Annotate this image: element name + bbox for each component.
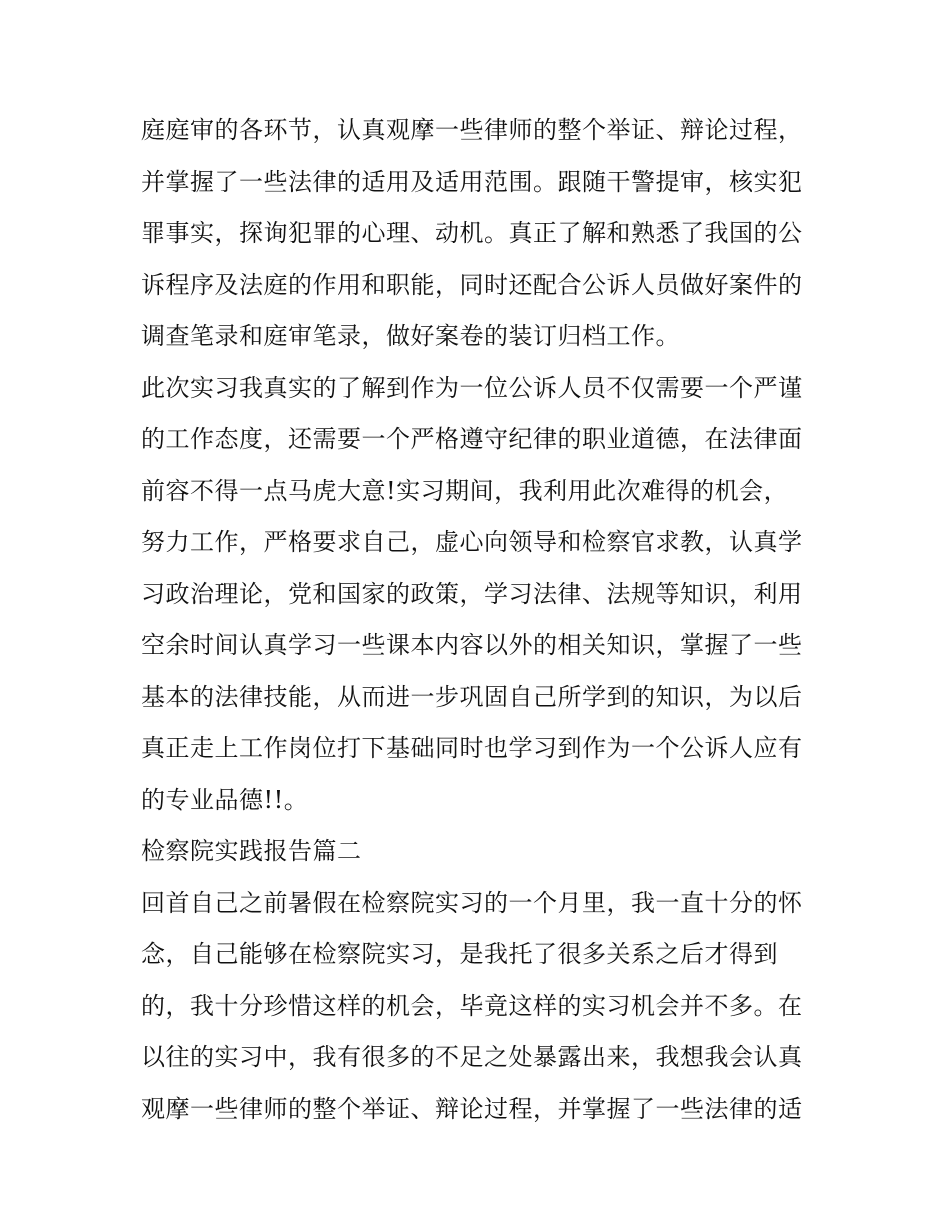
text-line: 诉程序及法庭的作用和职能，同时还配合公诉人员做好案件的 [141, 270, 803, 299]
text-line: 习政治理论，党和国家的政策，学习法律、法规等知识，利用 [141, 579, 803, 608]
text-line: 真正走上工作岗位打下基础同时也学习到作为一个公诉人应有 [141, 734, 803, 762]
text-line: 基本的法律技能，从而进一步巩固自己所学到的知识，为以后 [141, 682, 803, 711]
section-heading: 检察院实践报告篇二 [141, 837, 362, 865]
text-line: 的，我十分珍惜这样的机会，毕竟这样的实习机会并不多。在 [141, 991, 803, 1020]
text-line: 空余时间认真学习一些课本内容以外的相关知识，掌握了一些 [141, 631, 803, 659]
text-line: 观摩一些律师的整个举证、辩论过程，并掌握了一些法律的适 [141, 1094, 803, 1123]
text-line: 的专业品德!!。 [141, 785, 309, 814]
text-line: 回首自己之前暑假在检察院实习的一个月里，我一直十分的怀 [141, 888, 803, 917]
text-line: 罪事实，探询犯罪的心理、动机。真正了解和熟悉了我国的公 [141, 219, 803, 247]
text-line: 的工作态度，还需要一个严格遵守纪律的职业道德，在法律面 [141, 425, 803, 453]
text-line: 此次实习我真实的了解到作为一位公诉人员不仅需要一个严谨 [141, 373, 803, 402]
text-line: 努力工作，严格要求自己，虚心向领导和检察官求教，认真学 [141, 528, 803, 556]
document-body [141, 105, 821, 1135]
text-line: 念，自己能够在检察院实习，是我托了很多关系之后才得到 [141, 940, 778, 968]
text-line: 调查笔录和庭审笔录，做好案卷的装订归档工作。 [141, 322, 680, 350]
text-line: 前容不得一点马虎大意!实习期间，我利用此次难得的机会， [141, 476, 789, 505]
text-line: 庭庭审的各环节，认真观摩一些律师的整个举证、辩论过程， [141, 116, 803, 144]
text-line: 以往的实习中，我有很多的不足之处暴露出来，我想我会认真 [141, 1043, 803, 1071]
text-line: 并掌握了一些法律的适用及适用范围。跟随干警提审，核实犯 [141, 167, 803, 196]
